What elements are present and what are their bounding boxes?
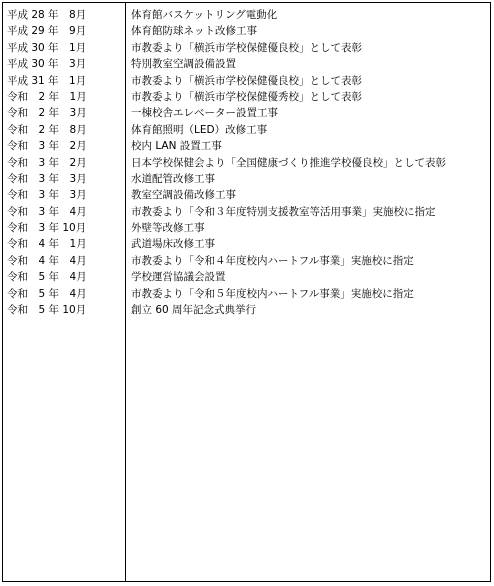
row-event: 市教委より「令和４年度校内ハートフル事業」実施校に指定 xyxy=(131,254,414,267)
table-row xyxy=(3,122,490,138)
table-row xyxy=(3,89,490,105)
row-event: 創立 60 周年記念式典挙行 xyxy=(131,304,257,317)
row-date: 令和 3 年 10月 xyxy=(7,222,87,235)
table-row xyxy=(3,155,490,171)
table-row xyxy=(3,7,490,23)
row-date: 令和 4 年 4月 xyxy=(7,254,87,267)
table-row xyxy=(3,56,490,72)
row-event: 市教委より「令和５年度校内ハートフル事業」実施校に指定 xyxy=(131,287,414,300)
row-event: 校内 LAN 設置工事 xyxy=(131,140,222,153)
row-date: 令和 5 年 4月 xyxy=(7,271,87,284)
row-date: 平成 31 年 1月 xyxy=(7,74,87,87)
row-event: 市教委より「令和３年度特別支援教室等活用事業」実施校に指定 xyxy=(131,205,436,218)
table-body xyxy=(3,7,490,318)
row-date: 令和 3 年 2月 xyxy=(7,156,87,169)
table-row xyxy=(3,269,490,285)
row-event: 特別教室空調設備設置 xyxy=(131,58,236,71)
row-event: 体育館防球ネット改修工事 xyxy=(131,25,257,38)
row-event: 学校運営協議会設置 xyxy=(131,271,226,284)
history-table xyxy=(2,2,491,582)
row-date: 令和 3 年 3月 xyxy=(7,189,87,202)
row-date: 平成 29 年 9月 xyxy=(7,25,87,38)
table-row xyxy=(3,187,490,203)
table-row xyxy=(3,204,490,220)
row-date: 令和 2 年 8月 xyxy=(7,123,87,136)
table-row xyxy=(3,73,490,89)
row-event: 体育館バスケットリング電動化 xyxy=(131,9,278,21)
row-date: 令和 5 年 4月 xyxy=(7,287,87,300)
table-row xyxy=(3,40,490,56)
row-event: 武道場床改修工事 xyxy=(131,238,215,251)
row-event: 市教委より「横浜市学校保健優良校」として表彰 xyxy=(131,74,362,87)
row-event: 日本学校保健会より「全国健康づくり推進学校優良校」として表彰 xyxy=(131,156,446,169)
table-row xyxy=(3,236,490,252)
row-date: 平成 28 年 8月 xyxy=(7,9,87,21)
row-date: 令和 3 年 2月 xyxy=(7,140,87,153)
row-date: 令和 2 年 1月 xyxy=(7,90,87,103)
row-date: 平成 30 年 1月 xyxy=(7,41,87,54)
row-event: 一棟校舎エレベーター設置工事 xyxy=(131,107,278,120)
table-row xyxy=(3,105,490,121)
table-row xyxy=(3,171,490,187)
row-event: 市教委より「横浜市学校保健優良校」として表彰 xyxy=(131,41,362,54)
table-row xyxy=(3,302,490,318)
row-event: 外壁等改修工事 xyxy=(131,222,205,235)
row-date: 平成 30 年 3月 xyxy=(7,58,87,71)
row-event: 市教委より「横浜市学校保健優秀校」として表彰 xyxy=(131,90,362,103)
table-row xyxy=(3,23,490,39)
table-row xyxy=(3,220,490,236)
row-date: 令和 4 年 1月 xyxy=(7,238,87,251)
row-date: 令和 2 年 3月 xyxy=(7,107,87,120)
table-row xyxy=(3,286,490,302)
table-row xyxy=(3,253,490,269)
row-date: 令和 5 年 10月 xyxy=(7,304,87,317)
row-event: 体育館照明（LED）改修工事 xyxy=(131,123,268,136)
row-date: 令和 3 年 4月 xyxy=(7,205,87,218)
row-date: 令和 3 年 3月 xyxy=(7,172,87,185)
table-row xyxy=(3,138,490,154)
row-event: 水道配管改修工事 xyxy=(131,172,215,185)
row-event: 教室空調設備改修工事 xyxy=(131,189,236,202)
